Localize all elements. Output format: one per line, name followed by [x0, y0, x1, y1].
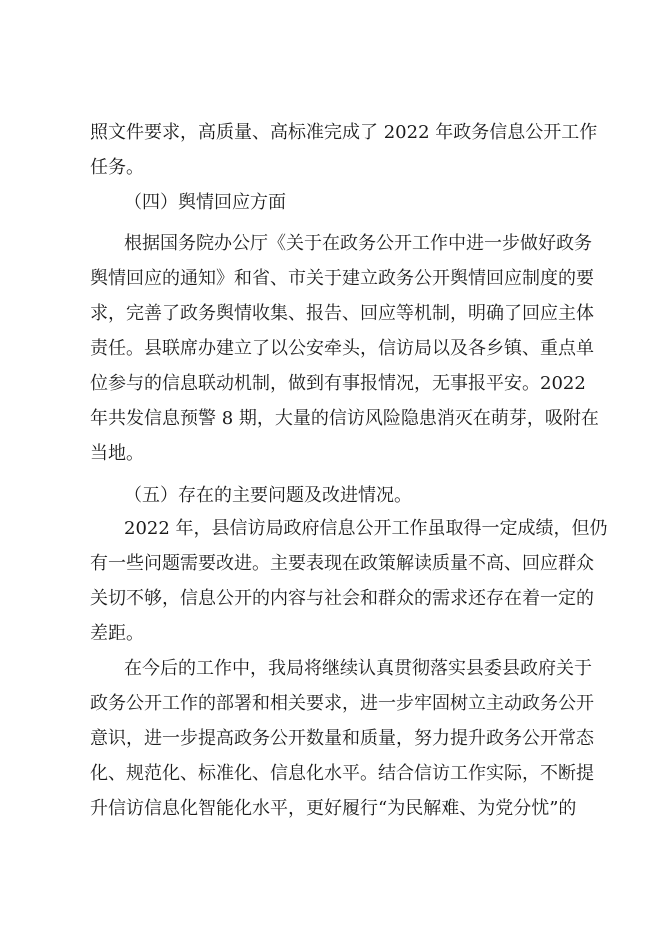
text-line: 政务公开工作的部署和相关要求，进一步牢固树立主动政务公开 — [90, 693, 594, 714]
text-line: 年共发信息预警 8 期，大量的信访风险隐患消灭在萌芽，吸附在 — [90, 408, 599, 429]
text-line: 当地。 — [90, 443, 144, 464]
section-heading: （五）存在的主要问题及改进情况。 — [124, 485, 412, 506]
text-line: 差距。 — [90, 623, 144, 644]
text-line: 任务。 — [90, 157, 144, 178]
text-line: 化、规范化、标准化、信息化水平。结合信访工作实际，不断提 — [90, 763, 594, 784]
text-line: 在今后的工作中，我局将继续认真贯彻落实县委县政府关于 — [124, 658, 592, 679]
text-line: 根据国务院办公厅《关于在政务公开工作中进一步做好政务 — [124, 233, 592, 254]
text-line: 责任。县联席办建立了以公安牵头，信访局以及各乡镇、重点单 — [90, 338, 594, 359]
text-line: 有一些问题需要改进。主要表现在政策解读质量不高、回应群众 — [90, 553, 594, 574]
text-line: 照文件要求，高质量、高标准完成了 2022 年政务信息公开工作 — [90, 122, 598, 143]
text-line: 2022 年，县信访局政府信息公开工作虽取得一定成绩，但仍 — [124, 518, 608, 539]
section-heading: （四）舆情回应方面 — [124, 192, 286, 213]
text-line: 关切不够，信息公开的内容与社会和群众的需求还存在着一定的 — [90, 588, 594, 609]
text-line: 位参与的信息联动机制，做到有事报情况，无事报平安。2022 — [90, 373, 586, 394]
text-line: 舆情回应的通知》和省、市关于建立政务公开舆情回应制度的要 — [90, 268, 594, 289]
text-line: 意识，进一步提高政务公开数量和质量，努力提升政务公开常态 — [90, 728, 594, 749]
text-line: 求，完善了政务舆情收集、报告、回应等机制，明确了回应主体 — [90, 303, 594, 324]
text-line: 升信访信息化智能化水平，更好履行“为民解难、为党分忧”的 — [90, 798, 577, 819]
